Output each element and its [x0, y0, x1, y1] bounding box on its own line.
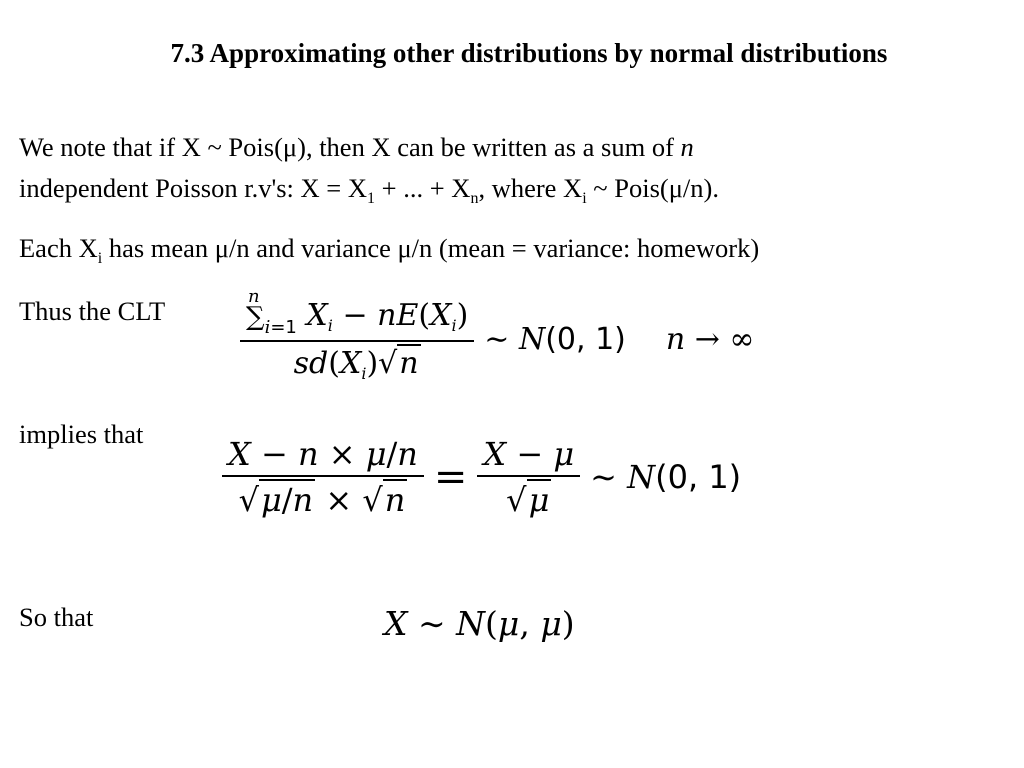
p1-text-d: , where X	[478, 173, 583, 203]
p1-text-a: We note that if X ~ Pois(μ), then X can be written as a sum of	[19, 132, 681, 162]
eq2-lhs-numerator: X − n × μ/n	[228, 435, 418, 473]
p1-sub-1: 1	[367, 190, 376, 207]
label-implies-that: implies that	[19, 419, 144, 449]
paragraph-poisson-sum	[19, 127, 719, 209]
clt-fraction	[240, 286, 474, 383]
p1-sub-i: i	[582, 190, 587, 207]
eq2-rhs-numerator: X − μ	[483, 435, 575, 473]
equation-standardized	[222, 435, 741, 519]
clt-denominator: $sd(X_i)√n$	[293, 346, 419, 383]
clt-rhs: ∼ N(0, 1)	[484, 322, 626, 357]
label-so-that: So that	[19, 602, 94, 632]
clt-numerator: $\sum_{i=1}$ n $X_i - nE(X_i)$	[246, 286, 469, 338]
p2-text-a: Each X	[19, 233, 98, 263]
p1-sub-n: n	[470, 190, 479, 207]
label-thus-clt: Thus the CLT	[19, 296, 166, 326]
clt-limit: n → ∞	[665, 322, 755, 357]
equation-result: X ∼ N(μ, μ)	[384, 604, 575, 643]
eq2-result: ∼ N(0, 1)	[590, 458, 742, 496]
slide-title: 7.3 Approximating other distributions by normal distributions	[170, 38, 888, 68]
eq2-lhs-fraction	[222, 435, 424, 519]
eq2-rhs-denominator: √μ	[506, 481, 550, 519]
eq2-rhs-fraction	[477, 435, 580, 519]
p1-text-c: + ... + X	[375, 173, 471, 203]
equals-sign: =	[433, 454, 468, 500]
p1-text-e: ~ Pois(μ/n).	[586, 173, 719, 203]
equation-clt	[240, 286, 755, 383]
p2-text-b: has mean μ/n and variance μ/n (mean = variance: homework)	[102, 233, 760, 263]
p1-text-b: independent Poisson r.v's: X = X	[19, 173, 368, 203]
paragraph-mean-variance	[19, 228, 759, 269]
p2-sub-i: i	[97, 250, 103, 267]
p1-n: n	[680, 132, 694, 162]
eq2-lhs-denominator: √μ/n × √n	[238, 481, 406, 519]
